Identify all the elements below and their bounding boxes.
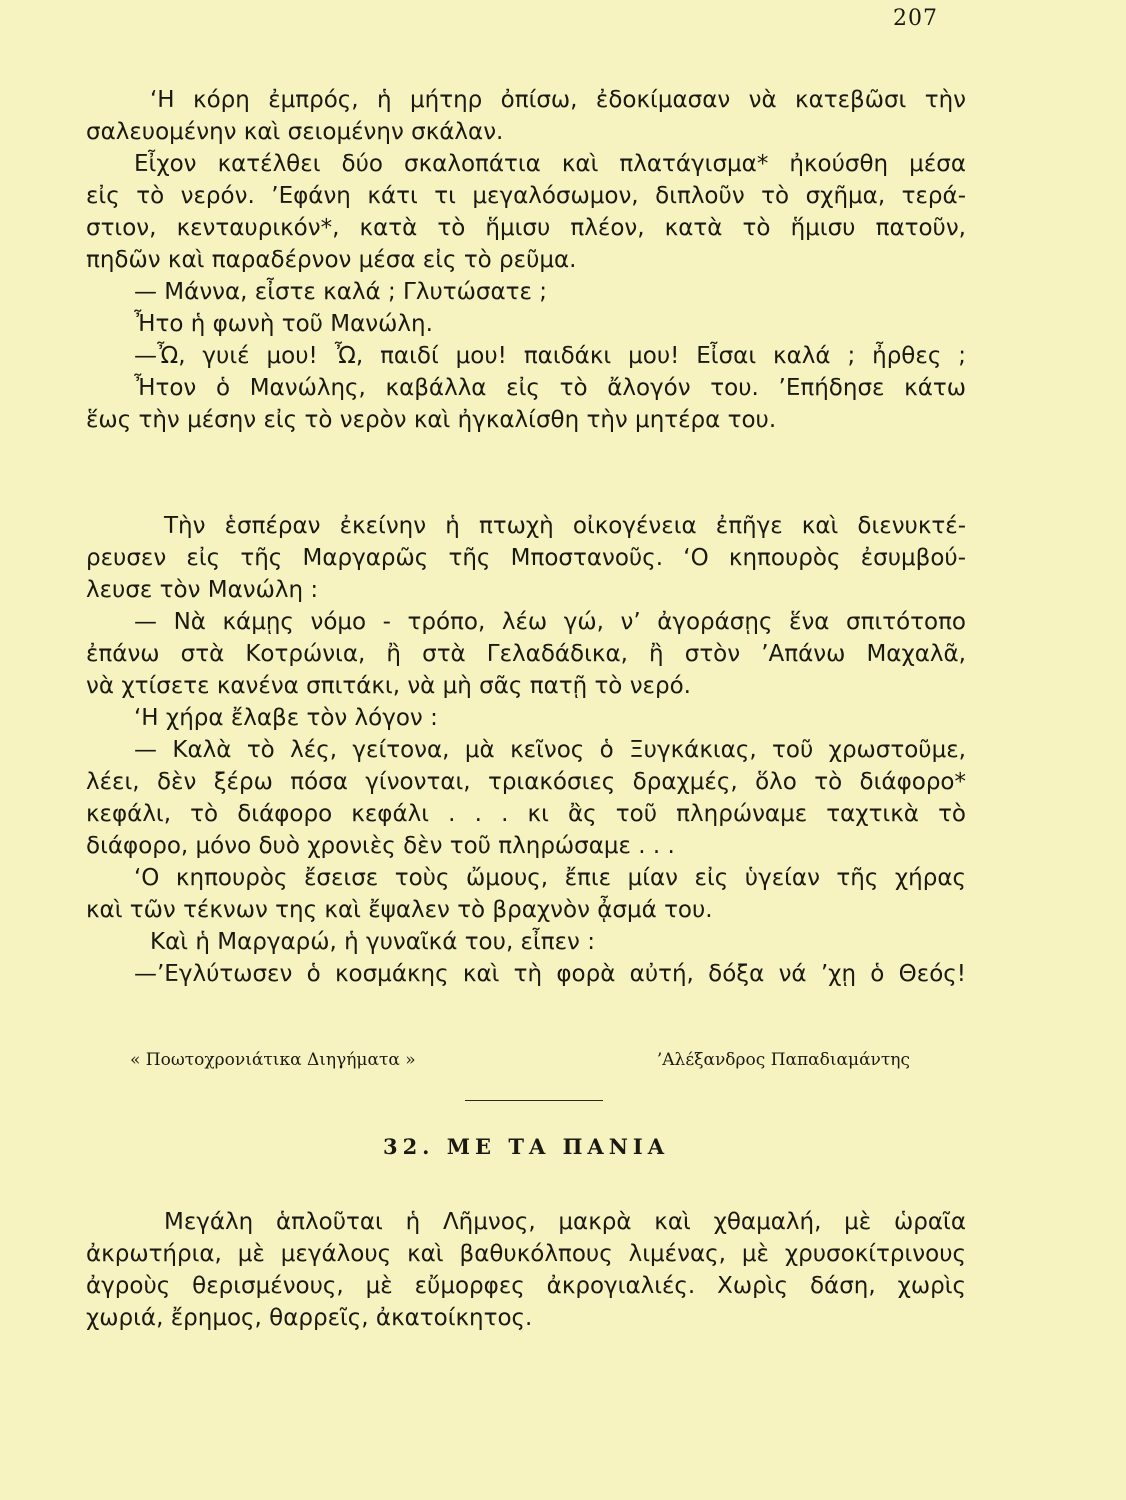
text-line: σαλευομένην καὶ σειομένην σκάλαν. [86, 119, 504, 145]
text-line: ‘Η κόρη ἐμπρός, ἡ μήτηρ ὀπίσω, ἐδοκίμασαν νὰ κατεβῶσι τὴν [150, 87, 966, 113]
attribution-author: ’Αλέξανδρος Παπαδιαμάντης [656, 1050, 910, 1070]
text-line: Τὴν ἑσπέραν ἐκείνην ἡ πτωχὴ οἰκογένεια ἐπῆγε καὶ διενυκτέ- [164, 513, 966, 539]
text-line: εἰς τὸ νερόν. ’Εφάνη κάτι τι μεγαλόσωμον, διπλοῦν τὸ σχῆμα, τερά- [86, 183, 966, 209]
section-divider [465, 1100, 603, 1101]
text-line: χωριά, ἔρημος, θαρρεῖς, ἀκατοίκητος. [86, 1305, 533, 1331]
text-line: στιον, κενταυρικόν*, κατὰ τὸ ἥμισυ πλέον, κατὰ τὸ ἥμισυ πατοῦν, [86, 215, 966, 241]
text-line: νὰ χτίσετε κανένα σπιτάκι, νὰ μὴ σᾶς πατῇ τὸ νερό. [86, 673, 691, 699]
attribution-source: « Ποωτοχρονιάτικα Διηγήματα » [130, 1050, 416, 1070]
dialogue-line: — Μάννα, εἶστε καλά ; Γλυτώσατε ; [134, 279, 547, 305]
attribution [130, 1050, 910, 1070]
text-line: καὶ τῶν τέκνων της καὶ ἔψαλεν τὸ βραχνὸν ᾆσμά του. [86, 897, 713, 923]
story-text-block [86, 510, 966, 990]
story-text-block [86, 84, 966, 436]
text-line: λέει, δὲν ξέρω πόσα γίνονται, τριακόσιες δραχμές, ὅλο τὸ διάφορο* [86, 769, 966, 795]
text-line: ‘Ο κηπουρὸς ἔσεισε τοὺς ὤμους, ἔπιε μίαν εἰς ὑγείαν τῆς χήρας [134, 865, 966, 891]
text-line: ἐπάνω στὰ Κοτρώνια, ἢ στὰ Γελαδάδικα, ἢ στὸν ’Απάνω Μαχαλᾶ, [86, 641, 966, 667]
text-line: κεφάλι, τὸ διάφορο κεφάλι . . . κι ἂς τοῦ πληρώναμε ταχτικὰ τὸ [86, 801, 966, 827]
text-line: Ἦτο ἡ φωνὴ τοῦ Μανώλη. [134, 311, 433, 337]
text-line: ἀγροὺς θερισμένους, μὲ εὔμορφες ἀκρογιαλιές. Χωρὶς δάση, χωρὶς [86, 1273, 966, 1299]
section-title: 32. ΜΕ ΤΑ ΠΑΝΙΑ [382, 1134, 670, 1159]
text-line: ‘Η χήρα ἔλαβε τὸν λόγον : [134, 705, 438, 731]
section-text-block [86, 1206, 966, 1334]
text-line: ἕως τὴν μέσην εἰς τὸ νερὸν καὶ ἠγκαλίσθη τὴν μητέρα του. [86, 407, 777, 433]
text-line: Ἦτον ὁ Μανώλης, καβάλλα εἰς τὸ ἄλογόν του. ’Επήδησε κάτω [134, 375, 966, 401]
dialogue-line: — Νὰ κάμῃς νόμο - τρόπο, λέω γώ, ν’ ἀγοράσῃς ἕνα σπιτότοπο [134, 609, 966, 635]
dialogue-line: — Καλὰ τὸ λές, γείτονα, μὰ κεῖνος ὁ Ξυγκάκιας, τοῦ χρωστοῦμε, [134, 737, 966, 763]
text-line: διάφορο, μόνο δυὸ χρονιὲς δὲν τοῦ πληρώσαμε . . . [86, 833, 675, 859]
text-line: Καὶ ἡ Μαργαρώ, ἡ γυναῖκά του, εἶπεν : [150, 929, 595, 955]
page-number: 207 [893, 6, 938, 31]
text-line: Εἶχον κατέλθει δύο σκαλοπάτια καὶ πλατάγισμα* ἠκούσθη μέσα [134, 151, 966, 177]
dialogue-line: —’Εγλύτωσεν ὁ κοσμάκης καὶ τὴ φορὰ αὐτή, δόξα νά ’χῃ ὁ Θεός! [134, 961, 966, 987]
text-line: πηδῶν καὶ παραδέρνον μέσα εἰς τὸ ρεῦμα. [86, 247, 577, 273]
text-line: ἀκρωτήρια, μὲ μεγάλους καὶ βαθυκόλπους λιμένας, μὲ χρυσοκίτρινους [86, 1241, 966, 1267]
dialogue-line: —Ὦ, γυιέ μου! Ὦ, παιδί μου! παιδάκι μου! Εἶσαι καλά ; ἦρθες ; [134, 343, 966, 369]
text-line: Μεγάλη ἁπλοῦται ἡ Λῆμνος, μακρὰ καὶ χθαμαλή, μὲ ὡραῖα [164, 1209, 966, 1235]
text-line: ρευσεν εἰς τῆς Μαργαρῶς τῆς Μποστανοῦς. ‘Ο κηπουρὸς ἐσυμβού- [86, 545, 966, 571]
text-line: λευσε τὸν Μανώλη : [86, 577, 319, 603]
